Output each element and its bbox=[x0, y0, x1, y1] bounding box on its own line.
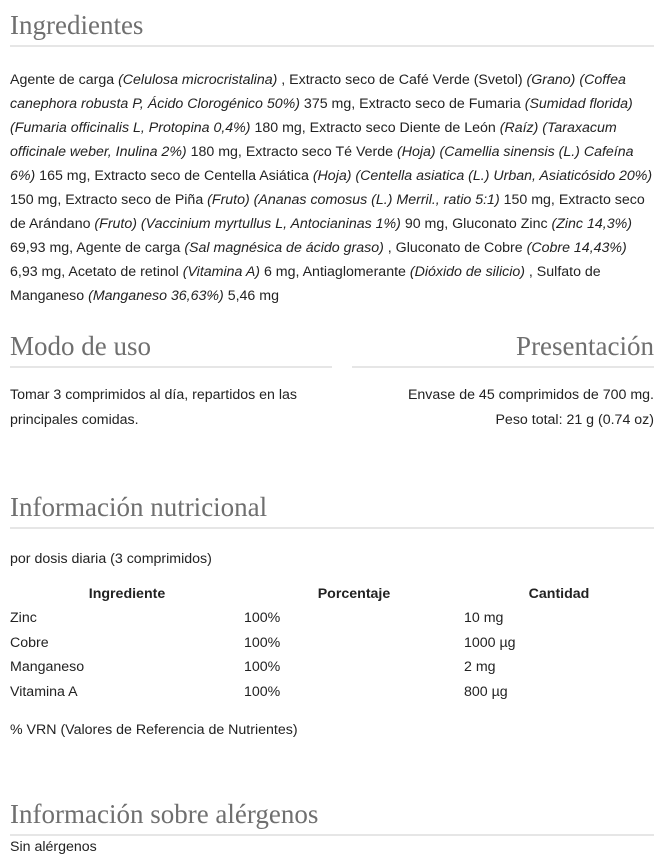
ingredient-detail: (Hoja) (Centella asiatica (L.) Urban, Asiaticósido 20%) bbox=[312, 168, 653, 184]
row-ingredient: Cobre bbox=[10, 634, 49, 651]
ingredient-detail: (Celulosa microcristalina) bbox=[118, 72, 278, 88]
row-percentage: 100% bbox=[244, 659, 281, 676]
allergens-section bbox=[10, 797, 654, 858]
nutrition-header-row bbox=[10, 582, 654, 606]
usage-text: Tomar 3 comprimidos al día, repartidos en las principales comidas. bbox=[10, 387, 298, 428]
ingredients-heading: Ingredientes bbox=[10, 10, 144, 40]
ingredient-text-run: 150 mg, Extracto seco de Piña bbox=[10, 192, 208, 208]
ingredient-detail: (Fruto) (Ananas comosus (L.) Merril., ratio 5:1) bbox=[207, 192, 500, 208]
allergens-text: Sin alérgenos bbox=[10, 839, 97, 855]
ingredient-text-run: 150 mg, Extracto seco de Arándano bbox=[10, 192, 645, 232]
row-amount: 1000 µg bbox=[464, 634, 516, 651]
usage-divider bbox=[10, 366, 332, 368]
ingredient-detail: (Sumidad florida) (Fumaria officinalis L, Protopina 0,4%) bbox=[10, 96, 633, 136]
nutrition-divider bbox=[10, 527, 654, 529]
row-ingredient: Zinc bbox=[10, 610, 37, 627]
row-percentage: 100% bbox=[244, 683, 281, 700]
ingredient-text-run: 90 mg, Gluconato Zinc bbox=[400, 216, 552, 232]
nutrition-section bbox=[10, 490, 654, 743]
ingredient-detail: (Dióxido de silicio) bbox=[409, 264, 525, 280]
column-header-percentage: Porcentaje bbox=[317, 586, 391, 602]
ingredient-detail: (Fruto) (Vaccinium myrtullus L, Antocianinas 1%) bbox=[94, 216, 401, 232]
allergens-heading: Información sobre alérgenos bbox=[10, 799, 319, 829]
ingredient-detail: (Sal magnésica de ácido graso) bbox=[184, 240, 384, 256]
row-amount: 800 µg bbox=[464, 683, 508, 700]
ingredient-detail: (Cobre 14,43%) bbox=[526, 240, 627, 256]
ingredients-text bbox=[10, 68, 654, 308]
table-row bbox=[10, 680, 654, 705]
nutrition-table bbox=[10, 582, 654, 704]
ingredient-text-run: 6,93 mg, Acetato de retinol bbox=[10, 264, 183, 280]
presentation-divider bbox=[352, 366, 654, 368]
ingredient-detail: (Zinc 14,3%) bbox=[551, 216, 632, 232]
ingredients-section bbox=[10, 8, 654, 308]
ingredient-text-run: , Gluconato de Cobre bbox=[383, 240, 527, 256]
row-ingredient: Manganeso bbox=[10, 659, 85, 676]
nutrition-heading: Información nutricional bbox=[10, 492, 268, 522]
presentation-heading: Presentación bbox=[516, 331, 654, 361]
row-amount: 2 mg bbox=[464, 659, 496, 676]
ingredient-text-run: Agente de carga bbox=[10, 72, 119, 88]
ingredient-detail: (Grano) (Coffea canephora robusta P, Ácido Clorogénico 50%) bbox=[10, 72, 626, 112]
ingredient-detail: (Raíz) (Taraxacum officinale weber, Inulina 2%) bbox=[10, 120, 617, 160]
ingredient-text-run: 375 mg, Extracto seco de Fumaria bbox=[299, 96, 525, 112]
presentation-line-2: Peso total: 21 g (0.74 oz) bbox=[495, 412, 654, 428]
usage-section bbox=[10, 329, 332, 433]
ingredients-divider bbox=[10, 45, 654, 47]
ingredient-text-run: 5,46 mg bbox=[223, 288, 279, 304]
presentation-line-1: Envase de 45 comprimidos de 700 mg. bbox=[407, 387, 654, 403]
table-row bbox=[10, 631, 654, 656]
nutrition-subtitle: por dosis diaria (3 comprimidos) bbox=[10, 551, 212, 567]
table-row bbox=[10, 655, 654, 680]
ingredient-text-run: , Extracto seco de Café Verde (Svetol) bbox=[277, 72, 527, 88]
table-row bbox=[10, 606, 654, 631]
nutrition-footnote: % VRN (Valores de Referencia de Nutrientes) bbox=[10, 722, 298, 738]
ingredient-text-run: 69,93 mg, Agente de carga bbox=[10, 240, 185, 256]
row-percentage: 100% bbox=[244, 634, 281, 651]
ingredient-text-run: 165 mg, Extracto seco de Centella Asiática bbox=[35, 168, 313, 184]
row-amount: 10 mg bbox=[464, 610, 504, 627]
ingredient-text-run: 180 mg, Extracto seco Té Verde bbox=[186, 144, 397, 160]
column-header-amount: Cantidad bbox=[528, 586, 590, 602]
row-ingredient: Vitamina A bbox=[10, 683, 78, 700]
ingredient-detail: (Vitamina A) bbox=[182, 264, 261, 280]
ingredient-text-run: 180 mg, Extracto seco Diente de León bbox=[250, 120, 500, 136]
ingredient-text-run: 6 mg, Antiaglomerante bbox=[260, 264, 410, 280]
row-percentage: 100% bbox=[244, 610, 281, 627]
ingredient-detail: (Manganeso 36,63%) bbox=[88, 288, 224, 304]
column-header-ingredient: Ingrediente bbox=[88, 586, 166, 602]
ingredient-detail: (Hoja) (Camellia sinensis (L.) Cafeína 6%) bbox=[10, 144, 634, 184]
ingredient-text-run: , Sulfato de Manganeso bbox=[10, 264, 601, 304]
usage-heading: Modo de uso bbox=[10, 331, 151, 361]
presentation-section bbox=[352, 329, 654, 433]
